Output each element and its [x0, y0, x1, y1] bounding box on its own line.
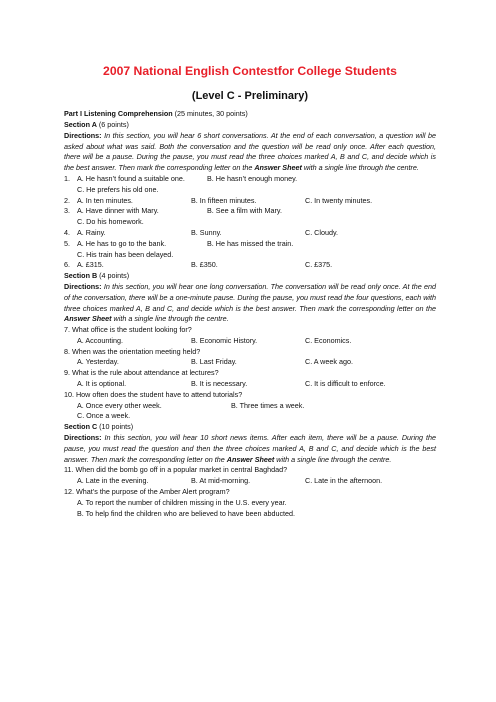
choice-c: C. His train has been delayed. [77, 249, 174, 259]
document-content [64, 64, 436, 519]
question-3 [64, 206, 436, 228]
choice-a: A. Yesterday. [77, 357, 119, 367]
choice-a: A. Have dinner with Mary. [77, 206, 159, 216]
section-a-directions [64, 131, 436, 174]
choice-b: B. £350. [191, 260, 218, 270]
choice-b: B. It is necessary. [191, 379, 248, 389]
directions-end: with a single line through the centre. [301, 163, 419, 173]
section-points: (10 points) [97, 422, 134, 432]
choice-a: A. He has to go to the bank. [77, 238, 167, 248]
choice-a: A. Late in the evening. [77, 476, 149, 486]
question-text: 12. What’s the purpose of the Amber Alert program? [64, 487, 230, 497]
choice-b: B. At mid-morning. [191, 476, 251, 486]
choice-a: A. In ten minutes. [77, 195, 133, 205]
question-text: 8. When was the orientation meeting held? [64, 346, 201, 356]
directions-end: with a single line through the centre. [274, 454, 392, 464]
section-c-directions [64, 433, 436, 465]
directions-label: Directions: [64, 433, 102, 443]
question-number: 3. [64, 206, 70, 216]
choice-b: B. In fifteen minutes. [191, 195, 257, 205]
level-subtitle: (Level C - Preliminary) [191, 89, 309, 102]
directions-label: Directions: [64, 130, 102, 140]
directions-end: with a single line through the centre. [111, 314, 229, 324]
directions-text: In this section, you will hear one long conversation. The conversation will be read only once. At the end of the conversation, there will be a one-minute pause. During the pause, you must read the four questions, each with three choices marked A, B and C, and decide which is the best answer. Then mark the corresponding letter on the [64, 281, 436, 313]
question-text: 11. When did the bomb go off in a popular market in central Baghdad? [64, 465, 288, 475]
choice-b: B. Last Friday. [191, 357, 237, 367]
choice-b: B. See a film with Mary. [207, 206, 282, 216]
question-4 [64, 228, 436, 239]
choice-a: A. He hasn’t found a suitable one. [77, 173, 185, 183]
question-text: 9. What is the rule about attendance at lectures? [64, 368, 219, 378]
question-7 [64, 325, 436, 347]
directions-text: In this section, you will hear 6 short conversations. At the end of each conversation, a question will be asked about what was said. Both the conversation and the question will be read only once. After each question, there will be a pause. During the pause, you must read the three choices marked A, B and C, and decide which is the best answer. Then mark the corresponding letter on the [64, 130, 436, 173]
section-b-directions [64, 282, 436, 325]
choice-c: C. It is difficult to enforce. [305, 379, 386, 389]
choice-a: A. Once every other week. [77, 400, 162, 410]
section-a-heading [64, 120, 436, 131]
choice-b: B. He has missed the train. [207, 238, 294, 248]
section-label: Section B [64, 271, 98, 281]
answer-sheet-term: Answer Sheet [254, 163, 302, 173]
section-points: (6 points) [96, 119, 129, 129]
choice-c: C. Do his homework. [77, 217, 144, 227]
question-text: 10. How often does the student have to attend tutorials? [64, 389, 243, 399]
choice-c: C. £375. [305, 260, 333, 270]
choice-b: B. He hasn’t enough money. [207, 173, 298, 183]
choice-a: A. £315. [77, 260, 104, 270]
section-points: (4 points) [97, 271, 130, 281]
section-label: Section C [64, 422, 98, 432]
question-12 [64, 487, 436, 519]
section-c-heading [64, 422, 436, 433]
choice-c: C. A week ago. [305, 357, 353, 367]
section-b-heading [64, 271, 436, 282]
part-detail: (25 minutes, 30 points) [172, 109, 248, 119]
part-heading [64, 109, 436, 120]
choice-c: C. In twenty minutes. [305, 195, 373, 205]
choice-a: A. Accounting. [77, 335, 123, 345]
choice-c: C. Late in the afternoon. [305, 476, 383, 486]
answer-sheet-term: Answer Sheet [64, 314, 112, 324]
question-number: 4. [64, 227, 70, 237]
directions-label: Directions: [64, 281, 102, 291]
question-number: 1. [64, 173, 70, 183]
question-number: 6. [64, 260, 70, 270]
choice-c: C. Cloudy. [305, 227, 339, 237]
choice-b: B. Sunny. [191, 227, 222, 237]
section-label: Section A [64, 119, 97, 129]
choice-c: C. Once a week. [77, 411, 131, 421]
question-9 [64, 368, 436, 390]
contest-title: 2007 National English Contestfor College Students [103, 64, 397, 78]
answer-sheet-term: Answer Sheet [226, 454, 275, 464]
choice-b: B. Three times a week. [231, 400, 305, 410]
choice-a: A. To report the number of children missing in the U.S. every year. [77, 497, 287, 507]
choice-a: A. Rainy. [77, 227, 106, 237]
question-11 [64, 465, 436, 487]
question-number: 2. [64, 195, 70, 205]
question-6 [64, 260, 436, 271]
choice-b: B. To help find the children who are believed to have been abducted. [77, 508, 296, 518]
part-label: Part I Listening Comprehension [64, 109, 173, 119]
choice-c: C. Economics. [305, 335, 352, 345]
question-5 [64, 239, 436, 261]
choice-b: B. Economic History. [191, 335, 258, 345]
choice-a: A. It is optional. [77, 379, 127, 389]
question-number: 5. [64, 238, 70, 248]
question-text: 7. What office is the student looking for? [64, 325, 192, 335]
question-8 [64, 347, 436, 369]
question-10 [64, 390, 436, 422]
question-1 [64, 174, 436, 196]
question-2 [64, 196, 436, 207]
directions-text: In this section, you will hear 10 short news items. After each item, there will be a pause. During the pause, you must read the question and then the three choices marked A, B and C, and decide which is the best answer. Then mark the corresponding letter on the [64, 433, 436, 464]
choice-c: C. He prefers his old one. [77, 184, 159, 194]
